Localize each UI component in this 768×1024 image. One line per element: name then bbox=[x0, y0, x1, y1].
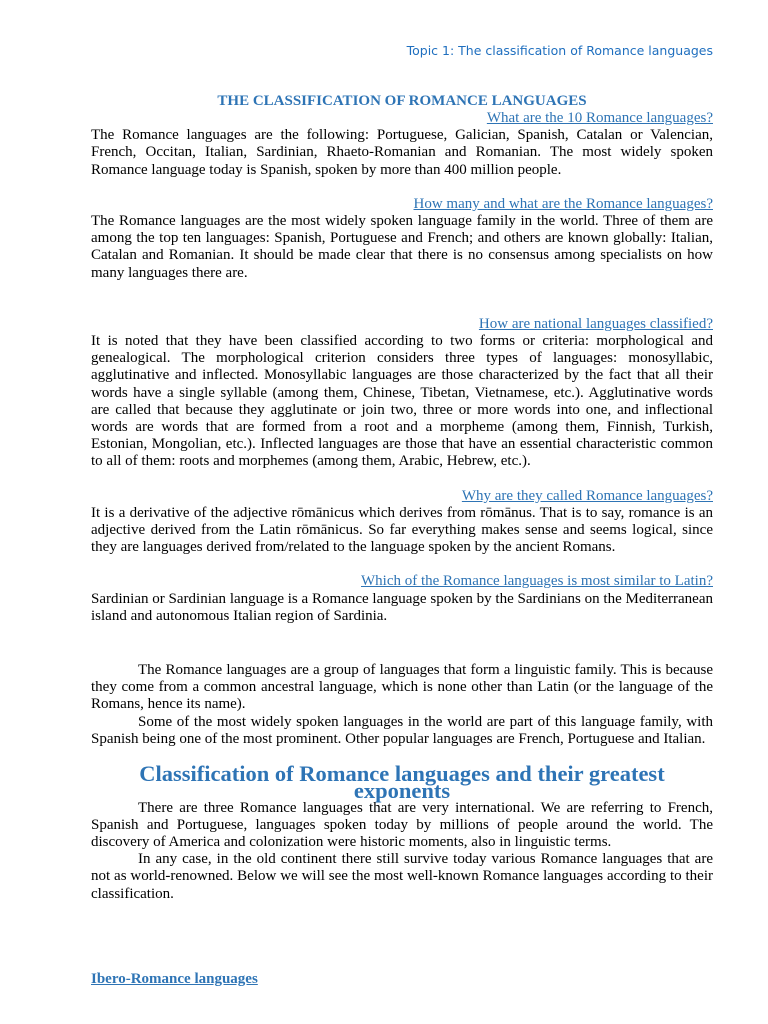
ibero-romance-link[interactable]: Ibero-Romance languages bbox=[91, 970, 258, 987]
question-5 bbox=[91, 573, 713, 590]
question-3-link[interactable]: How are national languages classified? bbox=[478, 315, 713, 332]
classification-paragraph-2: In any case, in the old continent there still survive today various Romance languages that are not as world-renowned. Below we will see the most well-known Romance languages according to their classification. bbox=[91, 851, 713, 902]
answer-5: Sardinian or Sardinian language is a Romance language spoken by the Sardinians on the Mediterranean island and autonomous Italian region of Sardinia. bbox=[91, 590, 713, 624]
answer-4: It is a derivative of the adjective rōmānicus which derives from rōmānus. That is to say, romance is an adjective derived from the Latin rōmānicus. So far everything makes sense and seems logical, since they are languages derived from/related to the language spoken by the ancient Romans. bbox=[91, 504, 713, 556]
question-3 bbox=[91, 316, 713, 333]
document-title: THE CLASSIFICATION OF ROMANCE LANGUAGES bbox=[217, 93, 587, 109]
intro-paragraph-1: The Romance languages are a group of languages that form a linguistic family. This is because they come from a common ancestral language, which is none other than Latin (or the language of the Romans, hence its name). bbox=[91, 662, 713, 713]
intro-paragraph-2: Some of the most widely spoken languages in the world are part of this language family, with Spanish being one of the most prominent. Other popular languages are French, Portuguese and Italian. bbox=[91, 713, 713, 747]
question-1-link[interactable]: What are the 10 Romance languages? bbox=[486, 110, 713, 126]
question-4-link[interactable]: Why are they called Romance languages? bbox=[461, 487, 713, 504]
answer-2: The Romance languages are the most widely spoken language family in the world. Three of them are among the top ten languages: Spanish, Portuguese and French; and others are known globally: Italian, Catalan and Romanian. It should be made clear that there is no consensus among specialists on how many languages there are. bbox=[91, 213, 713, 281]
question-5-link[interactable]: Which of the Romance languages is most similar to Latin? bbox=[361, 573, 713, 590]
document-body bbox=[91, 92, 713, 988]
question-2-link[interactable]: How many and what are the Romance languages? bbox=[413, 195, 713, 212]
question-1 bbox=[91, 110, 713, 127]
classification-heading: Classification of Romance languages and their greatest exponents bbox=[139, 761, 665, 804]
answer-3: It is noted that they have been classified according to two forms or criteria: morphological and genealogical. The morphological criterion considers three types of languages: monosyllabic, agglutinative and inflected. Monosyllabic languages are those characterized by the fact that all their words have a single syllable (among them, Chinese, Tibetan, Vietnamese, etc.). Agglutinative words are called that because they agglutinate or join two, three or more words into one, and inflectional words are words that are formed from a root and a morpheme (among them, Finnish, Turkish, Estonian, Mongolian, etc.). Inflected languages are those that have an essential characteristic common to all of them: roots and morphemes (among them, Arabic, Hebrew, etc.). bbox=[91, 333, 713, 470]
classification-paragraph-1: There are three Romance languages that are very international. We are referring to French, Spanish and Portuguese, languages spoken today by millions of people around the world. The discovery of America and colonization were historic moments, also in linguistic terms. bbox=[91, 799, 713, 850]
answer-1: The Romance languages are the following: Portuguese, Galician, Spanish, Catalan or Valencian, French, Occitan, Italian, Sardinian, Rhaeto-Romanian and Romanian. The most widely spoken Romance language today is Spanish, spoken by more than 400 million people. bbox=[91, 127, 713, 178]
page-header-topic: Topic 1: The classification of Romance languages bbox=[406, 43, 713, 58]
question-4 bbox=[91, 488, 713, 505]
question-2 bbox=[91, 196, 713, 213]
